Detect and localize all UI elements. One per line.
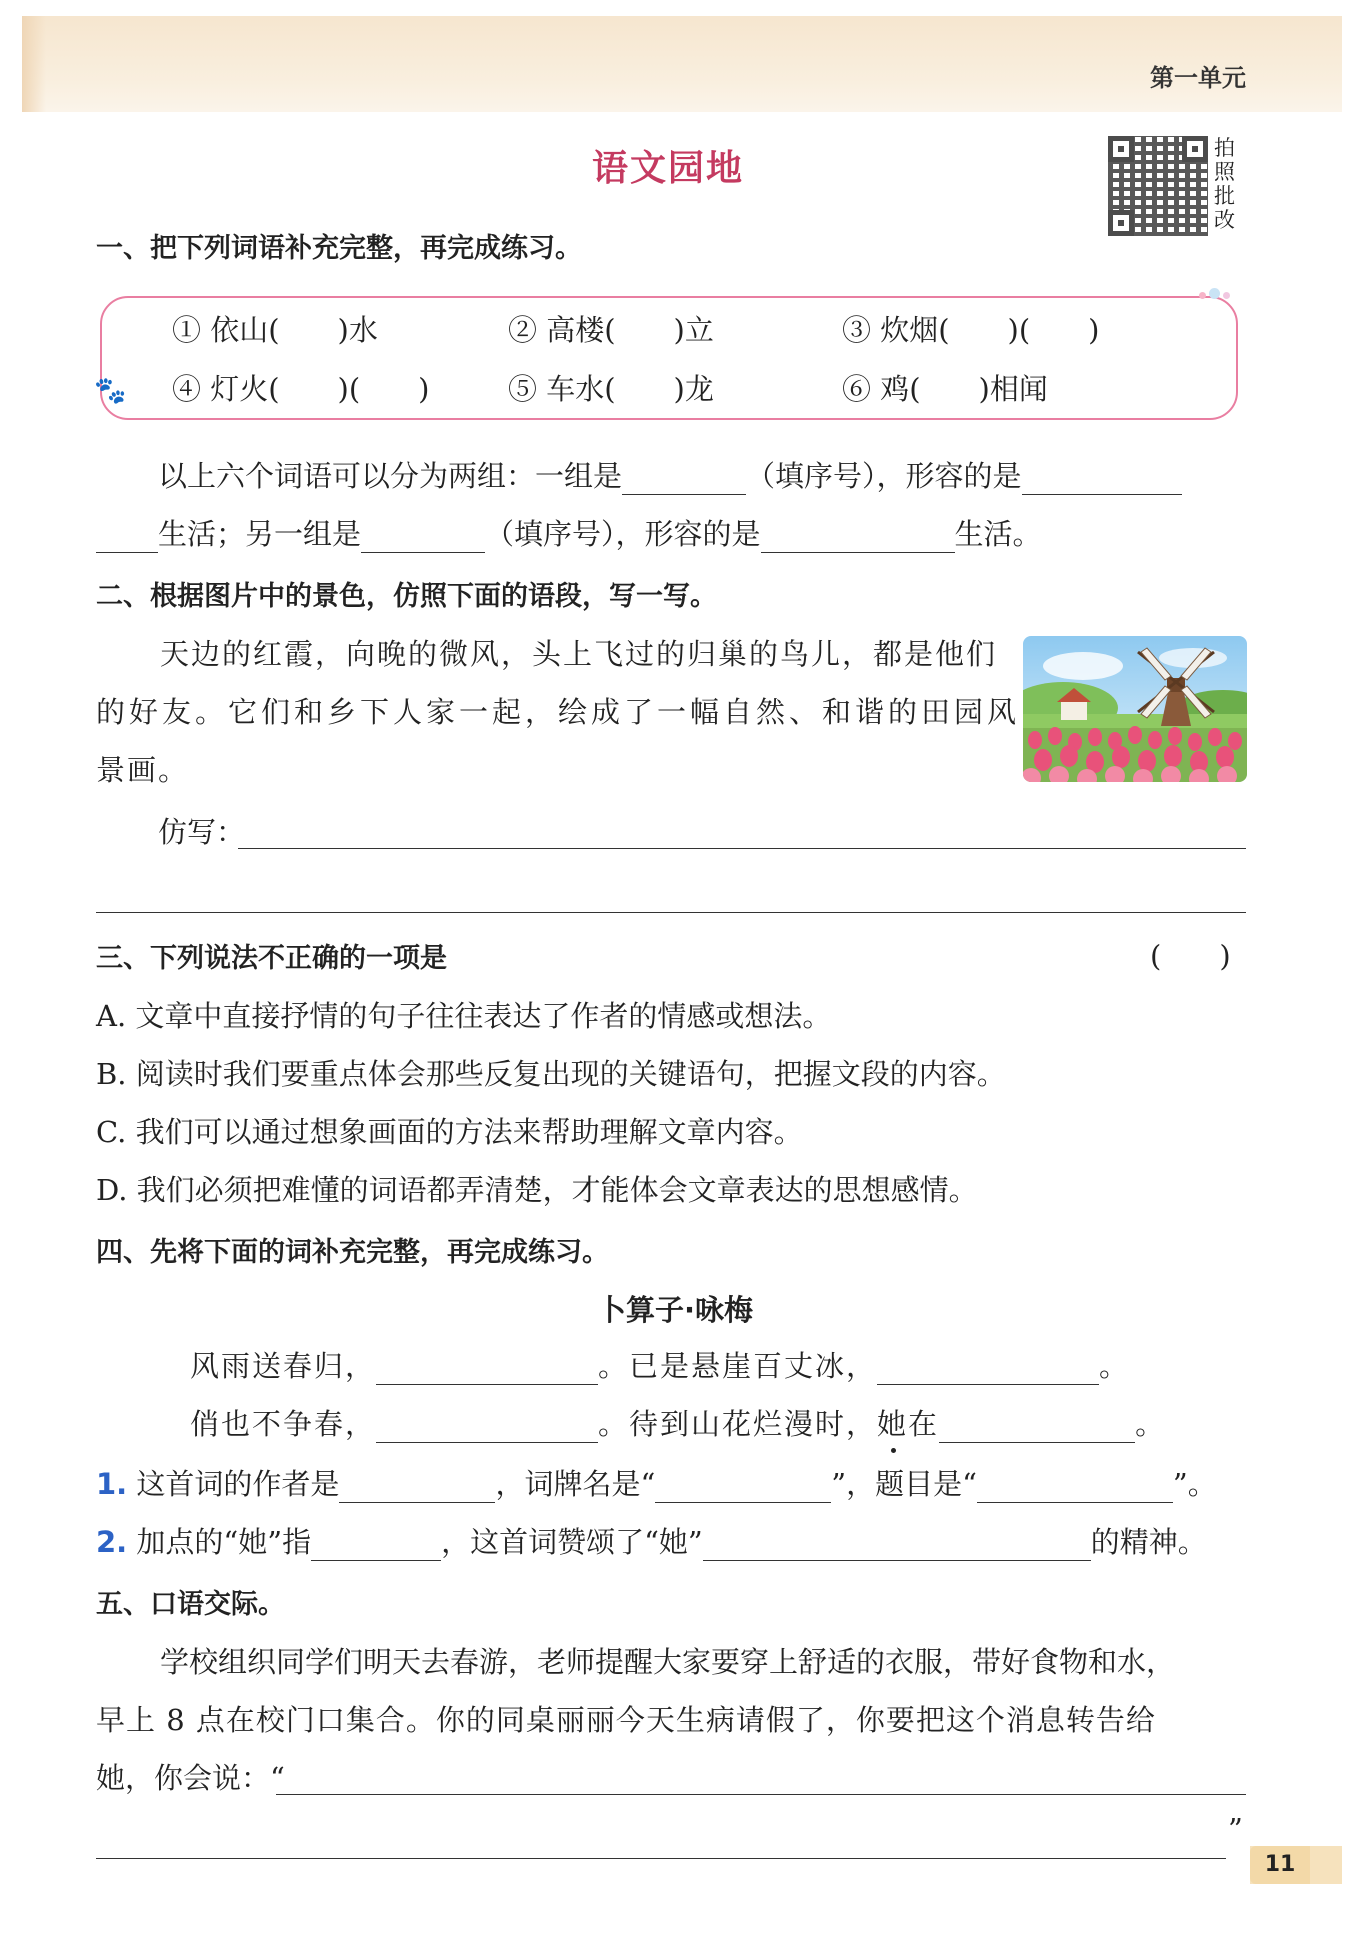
answer-brackets[interactable]: ( ) <box>1150 939 1231 973</box>
decor-dots-icon <box>1196 284 1230 303</box>
fill-item-2[interactable]: ② 高楼( )立 <box>508 313 714 347</box>
fill-item-1[interactable]: ① 依山( )水 <box>172 313 378 347</box>
speech-line-2[interactable] <box>96 1858 1226 1859</box>
qr-label: 拍 照 批 改 <box>1214 136 1235 232</box>
page-title: 语文园地 <box>591 148 744 189</box>
imitate-label: 仿写： <box>158 815 246 849</box>
option-c[interactable]: C. 我们可以通过想象画面的方法来帮助理解文章内容。 <box>96 1115 803 1149</box>
s2-passage-line1: 天边的红霞，向晚的微风，头上飞过的归巢的鸟儿，都是他们 <box>160 637 998 671</box>
blank-group2-numbers[interactable] <box>361 522 485 553</box>
question-2-number: 2. <box>96 1525 128 1559</box>
s1-text-line1: 以上六个词语可以分为两组：一组是 （填序号），形容的是 <box>158 454 1182 495</box>
qr-code-icon[interactable] <box>1108 136 1208 236</box>
speech-line-1[interactable] <box>276 1794 1246 1795</box>
blank-group1-desc-a[interactable] <box>1022 464 1182 495</box>
section-5-heading: 五、口语交际。 <box>96 1589 285 1620</box>
blank-subject[interactable] <box>977 1472 1173 1503</box>
poem-blank-4[interactable] <box>939 1412 1135 1443</box>
dotted-char-she: 她 <box>877 1402 908 1443</box>
paw-icon: 🐾 <box>94 376 127 406</box>
poem-line-2: 俏也不争春， 。待到山花烂漫时，她在 。 <box>190 1402 1166 1443</box>
windmill-tulip-picture <box>1023 636 1247 782</box>
s5-passage-line3: 她，你会说：“ <box>96 1761 285 1795</box>
option-d[interactable]: D. 我们必须把难懂的词语都弄清楚，才能体会文章表达的思想感情。 <box>96 1173 978 1207</box>
close-quote: ” <box>1228 1812 1243 1846</box>
imitate-line-1[interactable] <box>238 848 1246 849</box>
section-4-heading: 四、先将下面的词补充完整，再完成练习。 <box>96 1237 609 1268</box>
poem-blank-1[interactable] <box>376 1354 598 1385</box>
blank-she-refers[interactable] <box>311 1530 441 1561</box>
fill-item-6[interactable]: ⑥ 鸡( )相闻 <box>842 372 1048 406</box>
poem-title: 卜算子·咏梅 <box>596 1293 754 1327</box>
blank-group2-desc[interactable] <box>761 522 955 553</box>
poem-line-1: 风雨送春归， 。已是悬崖百丈冰， 。 <box>190 1349 1131 1383</box>
s2-passage-line2: 的好友。它们和乡下人家一起，绘成了一幅自然、和谐的田园风 <box>96 695 1021 729</box>
option-a[interactable]: A. 文章中直接抒情的句子往往表达了作者的情感或想法。 <box>96 999 832 1033</box>
page-number: 11 <box>1250 1846 1310 1884</box>
s5-passage-line2: 早上 8 点在校门口集合。你的同桌丽丽今天生病请假了，你要把这个消息转告给 <box>96 1703 1156 1737</box>
blank-spirit[interactable] <box>703 1530 1091 1561</box>
section-2-heading: 二、根据图片中的景色，仿照下面的语段，写一写。 <box>96 581 717 612</box>
question-2: 2. 加点的“她”指 ，这首词赞颂了“她” 的精神。 <box>96 1525 1207 1559</box>
unit-label: 第一单元 <box>1150 64 1246 92</box>
s1-text-line2: 生活；另一组是 （填序号），形容的是 生活。 <box>96 512 1042 553</box>
section-1-heading: 一、把下列词语补充完整，再完成练习。 <box>96 233 582 264</box>
poem-blank-2[interactable] <box>877 1354 1099 1385</box>
blank-cipai[interactable] <box>655 1472 831 1503</box>
fill-item-5[interactable]: ⑤ 车水( )龙 <box>508 372 714 406</box>
section-3-heading: 三、下列说法不正确的一项是 <box>96 943 447 974</box>
question-1-number: 1. <box>96 1467 128 1501</box>
question-1: 1. 这首词的作者是 ，词牌名是“ ”，题目是“ ”。 <box>96 1467 1217 1501</box>
fill-item-3[interactable]: ③ 炊烟( )( ) <box>842 313 1100 347</box>
blank-author[interactable] <box>339 1472 495 1503</box>
s2-passage-line3: 景画。 <box>96 753 190 787</box>
s5-passage-line1: 学校组织同学们明天去春游，老师提醒大家要穿上舒适的衣服，带好食物和水， <box>160 1645 1176 1679</box>
header-band <box>22 16 1342 112</box>
imitate-line-2[interactable] <box>96 912 1246 913</box>
poem-blank-3[interactable] <box>376 1412 598 1443</box>
blank-group1-desc-b[interactable] <box>96 522 158 553</box>
fill-item-4[interactable]: ④ 灯火( )( ) <box>172 372 430 406</box>
header-shade <box>22 16 46 112</box>
blank-group1-numbers[interactable] <box>622 464 746 495</box>
option-b[interactable]: B. 阅读时我们要重点体会那些反复出现的关键语句，把握文段的内容。 <box>96 1057 1006 1091</box>
